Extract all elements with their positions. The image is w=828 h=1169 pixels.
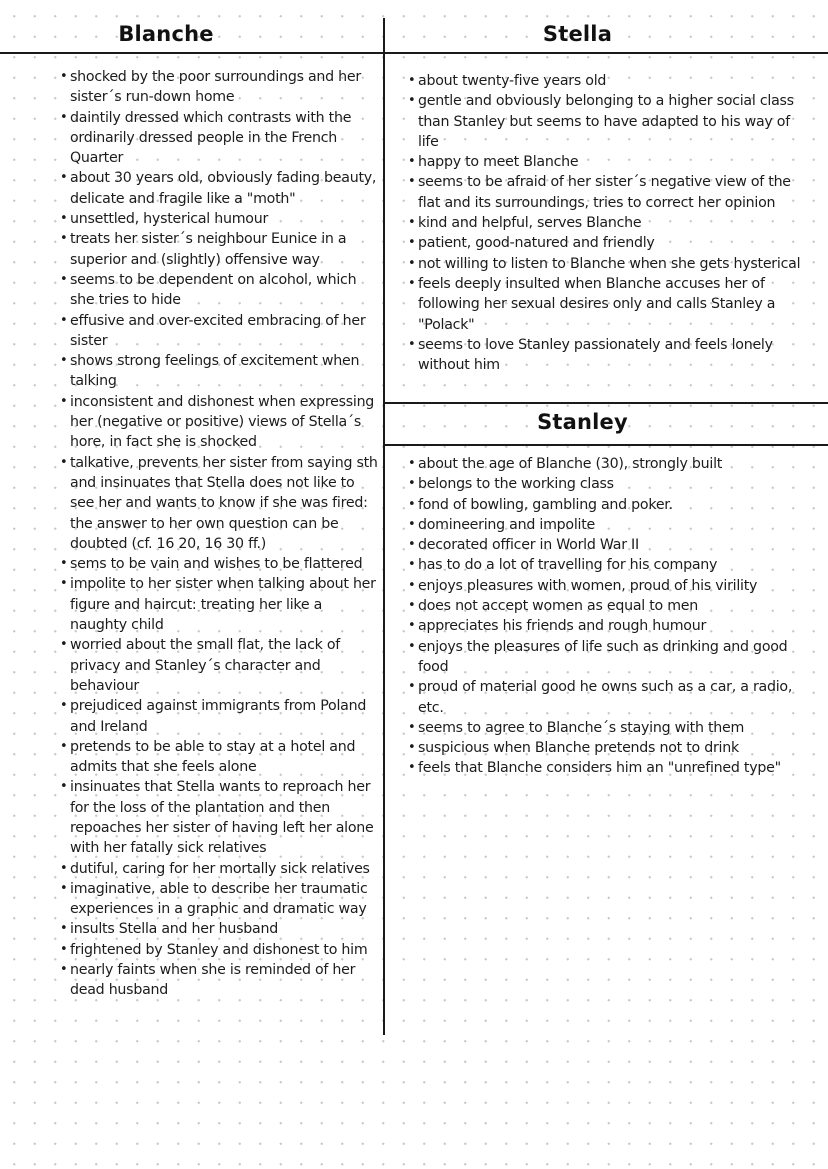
note-item: • frightened by Stanley and dishonest to him [60,940,380,960]
note-item: • seems to be dependent on alcohol, which she tries to hide [60,270,380,311]
note-item: • daintily dressed which contrasts with the ordinarily dressed people in the French Quarter [60,108,380,169]
note-item: • belongs to the working class [408,474,806,494]
blanche-title: Blanche [118,22,214,46]
note-item: • talkative, prevents her sister from saying sth and insinuates that Stella does not like to see her and wants to know if she was fired: the answer to her own question can be doubted (cf. 16 20, 16 30 ff.) [60,453,380,554]
note-item: • prejudiced against immigrants from Poland and Ireland [60,696,380,737]
note-item: • fond of bowling, gambling and poker. [408,495,806,515]
note-item: • has to do a lot of travelling for his company [408,555,806,575]
note-item: • unsettled, hysterical humour [60,209,380,229]
note-item: • effusive and over-excited embracing of her sister [60,311,380,352]
note-item: • about the age of Blanche (30), strongly built [408,454,806,474]
note-item: • about 30 years old, obviously fading beauty, delicate and fragile like a "moth" [60,168,380,209]
note-item: • suspicious when Blanche pretends not to drink [408,738,806,758]
stanley-title-rule [385,444,828,446]
note-item: • impolite to her sister when talking about her figure and haircut: treating her like a naughty child [60,574,380,635]
stella-list [408,71,806,375]
note-item: • pretends to be able to stay at a hotel and admits that she feels alone [60,737,380,778]
note-item: • appreciates his friends and rough humour [408,616,806,636]
note-item: • insults Stella and her husband [60,919,380,939]
blanche-list [60,67,380,1001]
stanley-title: Stanley [537,410,628,434]
top-rule [0,52,828,54]
note-item: • seems to love Stanley passionately and feels lonely without him [408,335,806,376]
note-item: • inconsistent and dishonest when expressing her (negative or positive) views of Stella´s hore, in fact she is shocked [60,392,380,453]
note-item: • happy to meet Blanche [408,152,806,172]
note-item: • about twenty-five years old [408,71,806,91]
note-item: • worried about the small flat, the lack of privacy and Stanley´s character and behaviour [60,635,380,696]
note-item: • imaginative, able to describe her traumatic experiences in a graphic and dramatic way [60,879,380,920]
note-item: • sems to be vain and wishes to be flattered [60,554,380,574]
note-item: • decorated officer in World War II [408,535,806,555]
stella-title: Stella [542,22,613,46]
note-item: • gentle and obviously belonging to a higher social class than Stanley but seems to have adapted to his way of life [408,91,806,152]
stanley-list [408,454,806,779]
note-item: • nearly faints when she is reminded of her dead husband [60,960,380,1001]
note-item: • domineering and impolite [408,515,806,535]
note-item: • insinuates that Stella wants to reproach her for the loss of the plantation and then repoaches her sister of having left her alone with her fatally sick relatives [60,777,380,858]
column-divider [383,18,385,1035]
note-item: • does not accept women as equal to men [408,596,806,616]
note-item: • dutiful, caring for her mortally sick relatives [60,859,380,879]
note-item: • feels deeply insulted when Blanche accuses her of following her sexual desires only and calls Stanley a "Polack" [408,274,806,335]
note-item: • shows strong feelings of excitement when talking [60,351,380,392]
note-item: • enjoys pleasures with women, proud of his virility [408,576,806,596]
note-item: • enjoys the pleasures of life such as drinking and good food [408,637,806,678]
note-item: • feels that Blanche considers him an "unrefined type" [408,758,806,778]
note-item: • seems to agree to Blanche´s staying with them [408,718,806,738]
note-item: • kind and helpful, serves Blanche [408,213,806,233]
note-item: • shocked by the poor surroundings and her sister´s run-down home [60,67,380,108]
note-item: • patient, good-natured and friendly [408,233,806,253]
note-item: • seems to be afraid of her sister´s negative view of the flat and its surroundings, tries to correct her opinion [408,172,806,213]
note-item: • not willing to listen to Blanche when she gets hysterical [408,254,806,274]
note-item: • proud of material good he owns such as a car, a radio, etc. [408,677,806,718]
stanley-top-rule [385,402,828,404]
note-item: • treats her sister´s neighbour Eunice in a superior and (slightly) offensive way [60,229,380,270]
